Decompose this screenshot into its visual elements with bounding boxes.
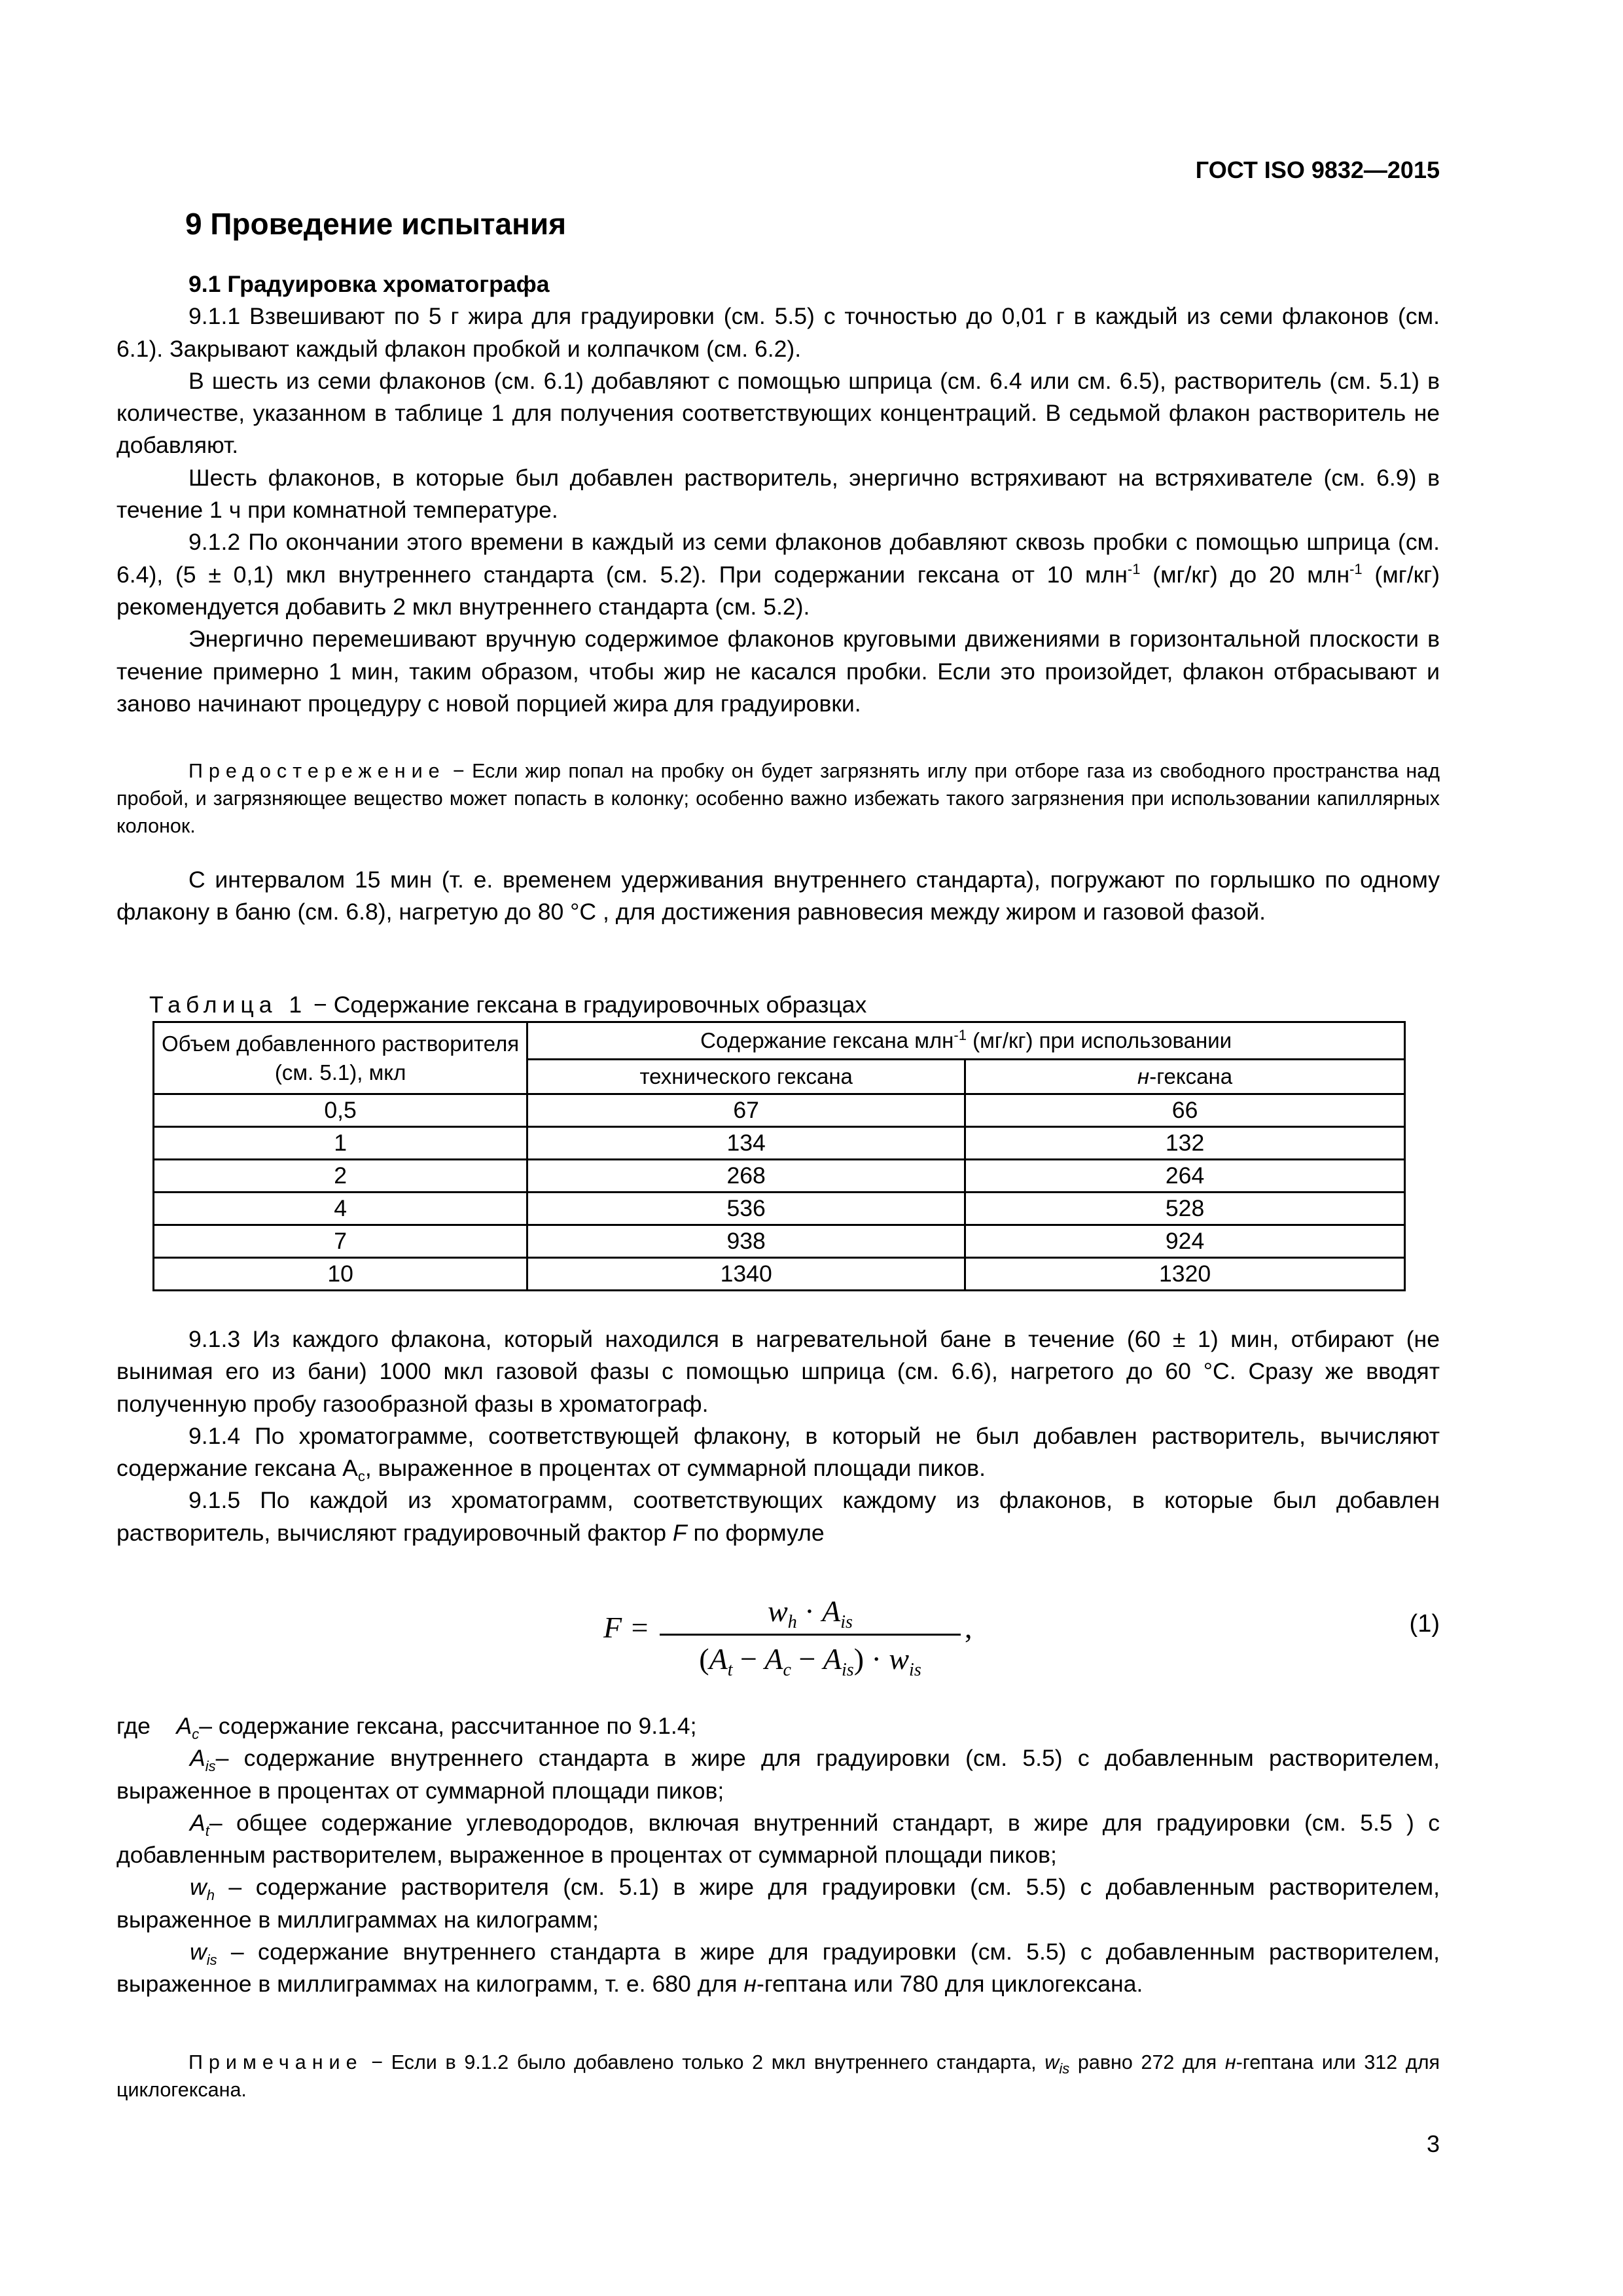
superscript: -1 bbox=[1127, 560, 1141, 577]
table-cell: 268 bbox=[527, 1160, 965, 1193]
where-ac bbox=[116, 1710, 1440, 1742]
table-row bbox=[154, 1094, 1405, 1127]
table-row bbox=[154, 1258, 1405, 1291]
paragraph-interval: С интервалом 15 мин (т. е. временем удерживания внутреннего стандарта), погружают по горлышко по одному флакону в баню (см. 6.8), нагретую до 80 °С , для достижения равновесия между жиром и газовой фазой. bbox=[116, 867, 1440, 925]
subsection-title: 9.1 Градуировка хроматографа bbox=[188, 271, 550, 297]
table-cell: 938 bbox=[527, 1225, 965, 1258]
note-text: -гептана или 312 для циклогексана. bbox=[116, 2051, 1440, 2101]
calc-paragraphs bbox=[116, 1323, 1440, 1549]
subscript: is bbox=[1059, 2060, 1070, 2077]
table-row bbox=[154, 1225, 1405, 1258]
where-wis bbox=[116, 1936, 1440, 2001]
formula-denominator: $(A_t - A_c - A_{is}) \cdot w_{is}$ bbox=[699, 1642, 921, 1681]
note-text: − Если в 9.1.2 было добавлено только 2 мкл внутреннего стандарта, bbox=[363, 2051, 1045, 2073]
note-text: равно 272 для bbox=[1069, 2051, 1225, 2073]
italic-prefix: н bbox=[743, 1971, 757, 1998]
table-cell: 528 bbox=[965, 1193, 1405, 1225]
text-segment: (мг/кг) при использовании bbox=[966, 1028, 1232, 1052]
table-head-content bbox=[527, 1022, 1405, 1060]
text-segment: 9.1.5 По каждой из хроматограмм, соответствующих каждому из флаконов, в которые был добавлен растворитель, вычисляют градуировочный фактор bbox=[116, 1487, 1440, 1546]
where-word: где bbox=[116, 1713, 151, 1739]
table-cell: 1320 bbox=[965, 1258, 1405, 1291]
symbol: A bbox=[190, 1809, 205, 1836]
table-row bbox=[154, 1193, 1405, 1225]
text-segment: Содержание гексана млн bbox=[700, 1028, 954, 1052]
formula-1 bbox=[589, 1584, 982, 1695]
warning-block bbox=[116, 757, 1440, 840]
formula-comma: , bbox=[965, 1611, 972, 1644]
symbol: A bbox=[176, 1713, 192, 1739]
note-block bbox=[116, 2049, 1440, 2104]
paragraph-9-1-3: 9.1.3 Из каждого флакона, который находился в нагревательной бане в течение (60 ± 1) мин, отбирают (не вынимая его из бани) 1000 мкл газовой фазы с помощью шприца (см. 6.6), нагретого до 60 °С. Сразу же вводят полученную пробу газообразной фазы в хроматограф. bbox=[116, 1326, 1440, 1417]
superscript: -1 bbox=[1349, 560, 1363, 577]
subscript: h bbox=[206, 1887, 215, 1904]
table-row bbox=[154, 1160, 1405, 1193]
where-wh bbox=[116, 1871, 1440, 1936]
calibration-table bbox=[152, 1021, 1406, 1291]
table-cell: 67 bbox=[527, 1094, 965, 1127]
definition-text: -гептана или 780 для циклогексана. bbox=[756, 1971, 1143, 1998]
warning-text: − Если жир попал на пробку он будет загрязнять иглу при отборе газа из свободного пространства над пробой, и загрязняющее вещество может попасть в колонку; особенно важно избежать такого загрязнения при использовании капиллярных колонок. bbox=[116, 760, 1440, 837]
page-number: 3 bbox=[1426, 2130, 1440, 2157]
symbol: w bbox=[190, 1939, 207, 1965]
warning-label: Предостережение bbox=[188, 760, 446, 782]
subscript: c bbox=[357, 1468, 365, 1485]
subsection-block bbox=[116, 268, 1440, 720]
paragraph-9-1-2 bbox=[116, 526, 1440, 623]
note-paragraph bbox=[116, 2049, 1440, 2104]
table-cell: 4 bbox=[154, 1193, 527, 1225]
table-cell: 7 bbox=[154, 1225, 527, 1258]
definition-text: – содержание внутреннего стандарта в жире для градуировки (см. 5.5) с добавленным растворителем, выраженное в процентах от суммарной площади пиков; bbox=[116, 1745, 1440, 1804]
table-row bbox=[154, 1127, 1405, 1160]
standard-header: ГОСТ ISO 9832—2015 bbox=[1195, 156, 1440, 183]
table-cell: 1340 bbox=[527, 1258, 965, 1291]
text-segment: по формуле bbox=[687, 1519, 825, 1546]
table-cell: 132 bbox=[965, 1127, 1405, 1160]
paragraph-mix: Энергично перемешивают вручную содержимое флаконов круговыми движениями в горизонтальной плоскости в течение примерно 1 мин, таким образом, чтобы жир не касался пробки. Если это произойдет, флакон отбрасывают и заново начинают процедуру с новой порцией жира для градуировки. bbox=[116, 626, 1440, 717]
text-segment: 9.1.4 По хроматограмме, соответствующей флакону, в который не был добавлен растворитель, вычисляют содержание гексана A bbox=[116, 1422, 1440, 1482]
table-cell: 0,5 bbox=[154, 1094, 527, 1127]
table-header-row bbox=[154, 1022, 1405, 1060]
symbol: A bbox=[190, 1745, 205, 1772]
where-at bbox=[116, 1807, 1440, 1872]
definition-text: – содержание растворителя (см. 5.1) в жире для градуировки (см. 5.5) с добавленным растворителем, выраженное в миллиграммах на килограмм; bbox=[116, 1874, 1440, 1933]
text-segment: 9.1.2 По окончании этого времени в каждый из семи флаконов добавляют сквозь пробки с помощью шприца (см. 6.4), (5 ± 0,1) мкл внутреннего стандарта (см. 5.2). При содержании гексана от 10 млн bbox=[116, 529, 1440, 588]
table-caption bbox=[149, 990, 866, 1020]
table-cell: 924 bbox=[965, 1225, 1405, 1258]
italic-prefix: н bbox=[1137, 1064, 1150, 1088]
text-segment: , выраженное в процентах от суммарной площади пиков. bbox=[365, 1455, 986, 1482]
paragraph-9-1-1: 9.1.1 Взвешивают по 5 г жира для градуировки (см. 5.5) с точностью до 0,01 г в каждый из семи флаконов (см. 6.1). Закрывают каждый флакон пробкой и колпачком (см. 6.2). bbox=[116, 303, 1440, 362]
table-cell: 10 bbox=[154, 1258, 527, 1291]
text-segment: (мг/кг) рекомендуется добавить 2 мкл внутреннего стандарта (см. 5.2). bbox=[116, 561, 1440, 620]
subscript: t bbox=[205, 1823, 209, 1839]
equation-number: (1) bbox=[1409, 1610, 1440, 1638]
formula-fraction bbox=[660, 1590, 961, 1680]
formula-numerator: $w_h \cdot A_{is}$ bbox=[768, 1594, 853, 1633]
section-title: 9 Проведение испытания bbox=[185, 207, 567, 241]
table-cell: 134 bbox=[527, 1127, 965, 1160]
italic-prefix: н bbox=[1224, 2051, 1236, 2073]
table-cell: 1 bbox=[154, 1127, 527, 1160]
table-head-volume: Объем добавленного растворителя (см. 5.1), мкл bbox=[154, 1022, 527, 1094]
table-cell: 66 bbox=[965, 1094, 1405, 1127]
table-caption-text: − Содержание гексана в градуировочных образцах bbox=[307, 992, 867, 1018]
warning-paragraph bbox=[116, 757, 1440, 840]
paragraph-six-vials: В шесть из семи флаконов (см. 6.1) добавляют с помощью шприца (см. 6.4 или см. 6.5), растворитель (см. 5.1) в количестве, указанном в таблице 1 для получения соответствующих концентраций. В седьмой флакон растворитель не добавляют. bbox=[116, 367, 1440, 459]
text-segment: -гексана bbox=[1149, 1064, 1233, 1088]
where-block bbox=[116, 1710, 1440, 2001]
interval-block bbox=[116, 864, 1440, 929]
formula-lhs: F = bbox=[603, 1611, 650, 1644]
superscript: -1 bbox=[954, 1027, 967, 1043]
paragraph-9-1-4 bbox=[116, 1420, 1440, 1485]
fraction-bar bbox=[660, 1634, 961, 1636]
note-label: Примечание bbox=[188, 2051, 363, 2073]
subscript: is bbox=[206, 1952, 217, 1969]
italic-symbol: F bbox=[672, 1519, 687, 1546]
subscript: c bbox=[192, 1726, 200, 1743]
definition-text: – общее содержание углеводородов, включая внутренний стандарт, в жире для градуировки (см. 5.5 ) с добавленным растворителем, выраженное в процентах от суммарной площади пиков; bbox=[116, 1809, 1440, 1869]
text-segment: (мг/кг) до 20 млн bbox=[1140, 561, 1350, 588]
paragraph-9-1-5 bbox=[116, 1484, 1440, 1549]
paragraph-shake: Шесть флаконов, в которые был добавлен растворитель, энергично встряхивают на встряхивателе (см. 6.9) в течение 1 ч при комнатной температуре. bbox=[116, 464, 1440, 524]
definition-text: – содержание внутреннего стандарта в жире для градуировки (см. 5.5) с добавленным растворителем, выраженное в миллиграммах на килограмм, т. е. 680 для bbox=[116, 1939, 1440, 1998]
definition-text: – содержание гексана, рассчитанное по 9.1.4; bbox=[199, 1713, 697, 1739]
subscript: is bbox=[205, 1758, 216, 1775]
table-cell: 264 bbox=[965, 1160, 1405, 1193]
symbol: w bbox=[190, 1874, 207, 1901]
table-caption-label: Таблица 1 bbox=[149, 992, 308, 1018]
table-head-n-hexane bbox=[965, 1060, 1405, 1094]
table-cell: 536 bbox=[527, 1193, 965, 1225]
where-ais bbox=[116, 1742, 1440, 1807]
table-head-technical-hexane: технического гексана bbox=[527, 1060, 965, 1094]
table-cell: 2 bbox=[154, 1160, 527, 1193]
symbol: w bbox=[1044, 2051, 1060, 2073]
